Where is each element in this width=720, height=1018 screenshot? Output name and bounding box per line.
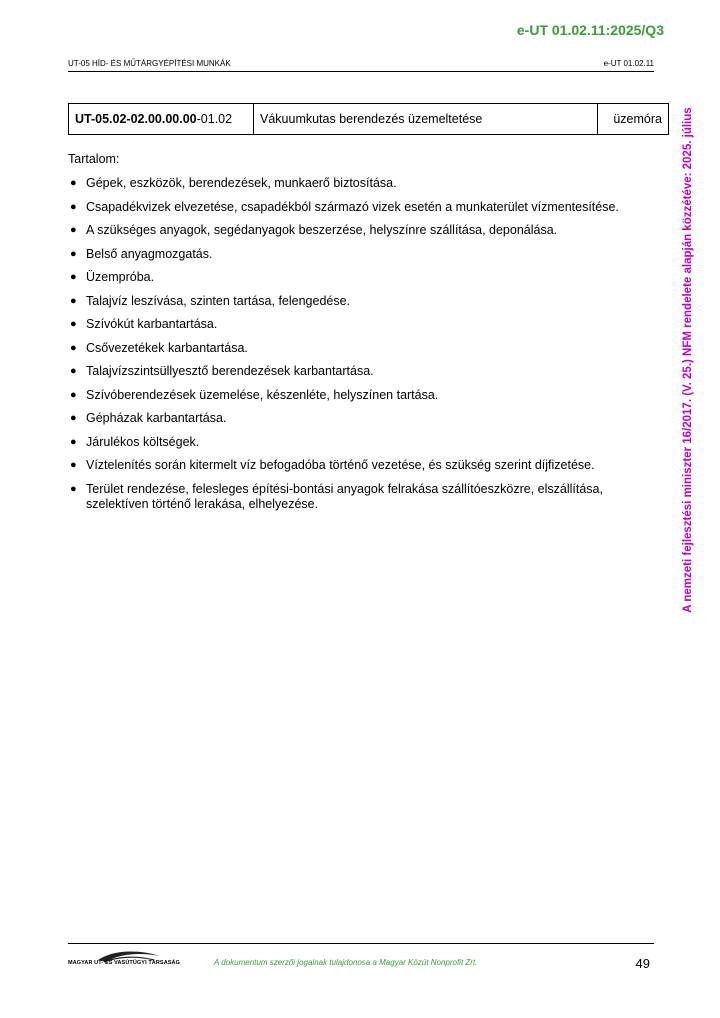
list-item-text: Terület rendezése, felesleges építési-bontási anyagok felrakása szállítóeszközre, elszállítása, szelektíven történő lerakása, elhelyezése. [86, 481, 603, 511]
bullet-icon: ● [70, 200, 77, 213]
list-item [68, 223, 648, 238]
list-item-text: Belső anyagmozgatás. [86, 246, 213, 261]
list-item [68, 247, 648, 262]
list-item [68, 176, 648, 191]
list-item-text: Csapadékvizek elvezetése, csapadékból származó vizek esetén a munkaterület vízmentesítése. [86, 199, 619, 214]
list-item-text: A szükséges anyagok, segédanyagok beszerzése, helyszínre szállítása, deponálása. [86, 223, 558, 237]
item-code-main: UT-05.02-02.00.00.00 [75, 112, 197, 126]
list-item-text: Szívókút karbantartása. [86, 317, 218, 331]
list-item [68, 388, 648, 403]
copyright-notice: A dokumentum szerzői jogainak tulajdonosa a Magyar Közút Nonprofit Zrt. [214, 958, 478, 967]
content-title: Tartalom: [68, 152, 120, 166]
bullet-icon: ● [70, 412, 77, 424]
bullet-icon: ● [70, 365, 77, 377]
item-code-cell [69, 104, 254, 135]
header-document-id: e-UT 01.02.11 [603, 59, 654, 68]
list-item [68, 294, 648, 309]
page-number: 49 [635, 956, 650, 971]
bullet-icon: ● [70, 247, 77, 260]
bullet-icon: ● [70, 318, 77, 330]
bullet-icon: ● [70, 459, 77, 471]
list-item-text: Gépek, eszközök, berendezések, munkaerő biztosítása. [86, 176, 397, 190]
item-unit-cell: üzemóra [598, 104, 669, 135]
content-section [68, 152, 648, 520]
bullet-icon: ● [70, 271, 77, 283]
list-item-text: Üzempróba. [86, 270, 155, 284]
item-code-suffix: -01.02 [196, 112, 233, 126]
list-item [68, 270, 648, 285]
document-code: e-UT 01.02.11:2025/Q3 [516, 22, 664, 38]
list-item [68, 482, 648, 512]
list-item [68, 411, 648, 426]
bullet-icon: ● [70, 435, 77, 448]
list-item-text: Járulékos költségek. [86, 434, 200, 449]
item-code-table [68, 103, 669, 135]
list-item [68, 458, 648, 473]
publication-note: A nemzeti fejlesztési miniszter 16/2017. (V. 25.) NFM rendelete alapján közzétéve: 2025. július [682, 107, 694, 613]
page-footer [68, 943, 654, 980]
list-item-text: Talajvíz leszívása, szinten tartása, felengedése. [86, 293, 351, 308]
list-item-text: Talajvízszintsüllyesztő berendezések karbantartása. [86, 364, 374, 378]
list-item [68, 341, 648, 356]
list-item [68, 435, 648, 450]
list-item [68, 364, 648, 379]
list-item [68, 317, 648, 332]
list-item-text: Csővezetékek karbantartása. [86, 340, 248, 355]
bullet-icon: ● [70, 341, 77, 354]
list-item-text: Szívóberendezések üzemelése, készenléte, helyszínen tartása. [86, 387, 439, 402]
header-section-title: UT-05 HÍD- ÉS MŰTÁRGYÉPÍTÉSI MUNKÁK [68, 59, 231, 68]
list-item [68, 200, 648, 215]
bullet-icon: ● [70, 482, 77, 495]
list-item-text: Víztelenítés során kitermelt víz befogadóba történő vezetése, és szükség szerint díjfizetése. [86, 458, 595, 472]
bullet-icon: ● [70, 388, 77, 401]
logo-caption: MAGYAR UT- ÉS VASÚTÜGYI TÁRSASÁG [68, 960, 180, 966]
list-item-text: Gépházak karbantartása. [86, 411, 227, 425]
bullet-icon: ● [70, 224, 77, 236]
bullet-icon: ● [70, 294, 77, 307]
item-description-cell: Vákuumkutas berendezés üzemeltetése [254, 104, 598, 135]
item-code-row [69, 104, 669, 135]
content-list [68, 176, 648, 512]
page-header [68, 59, 654, 72]
bullet-icon: ● [70, 177, 77, 189]
